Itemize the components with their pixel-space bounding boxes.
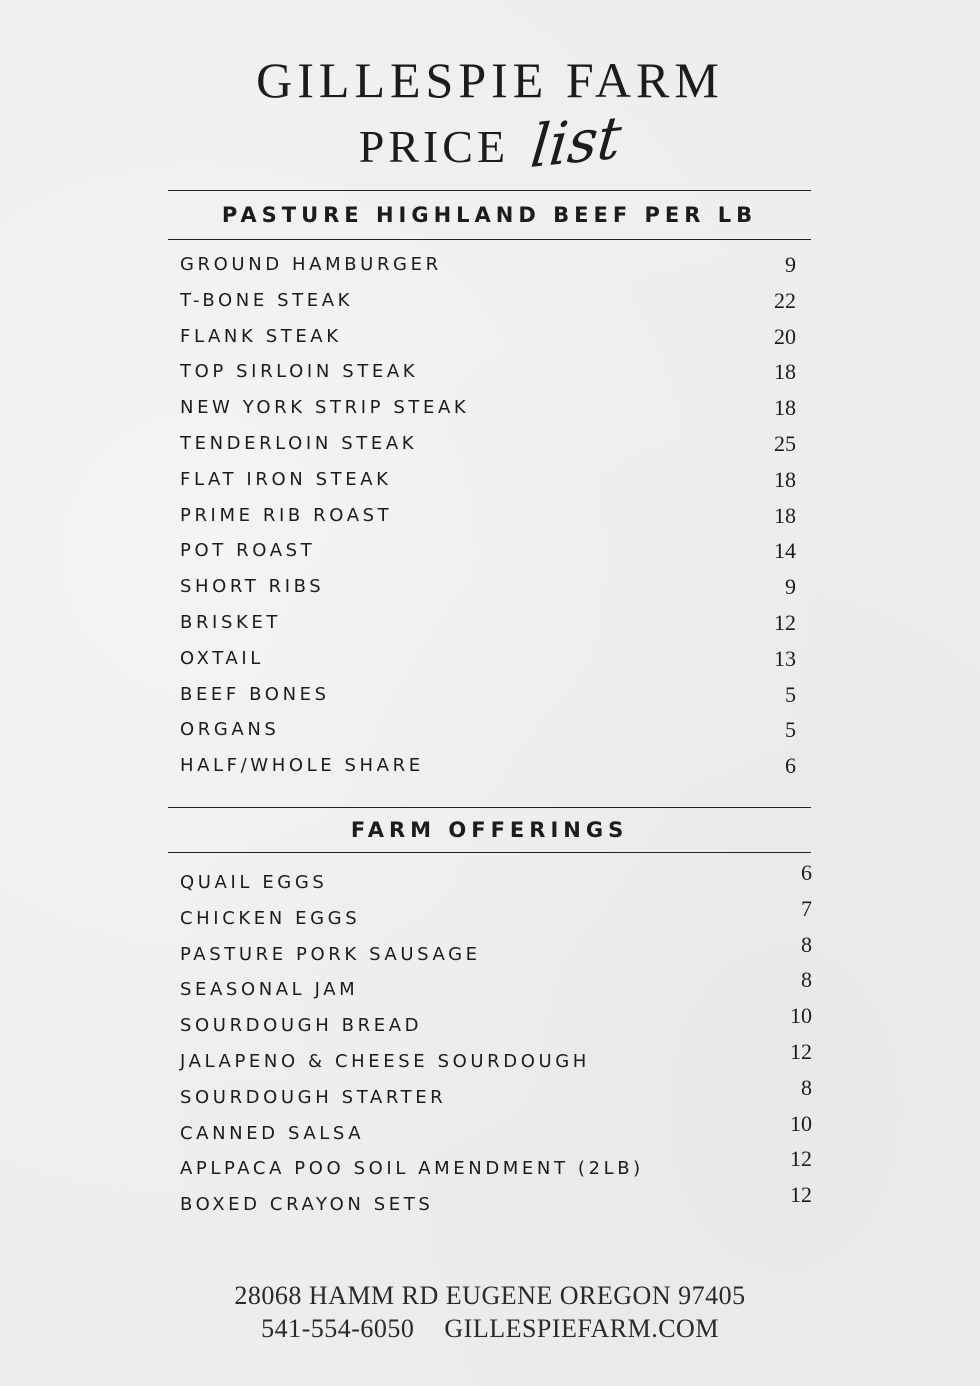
item-price: 9 (785, 252, 796, 277)
price-list-title (0, 102, 980, 182)
list-item (180, 683, 796, 707)
list-item (180, 611, 796, 635)
item-name: BRISKET (180, 612, 281, 633)
list-script-word: list (527, 102, 625, 182)
item-name: CHICKEN EGGS (180, 907, 361, 929)
list-item (180, 325, 796, 349)
item-name: HALF/WHOLE SHARE (180, 755, 424, 777)
item-price: 25 (774, 431, 796, 456)
item-name: SHORT RIBS (180, 576, 325, 598)
item-price: 6 (785, 753, 796, 779)
item-price: 20 (774, 323, 796, 349)
list-item (180, 360, 796, 384)
list-item (180, 1146, 812, 1181)
item-price: 9 (785, 574, 796, 600)
item-name: PRIME RIB ROAST (180, 504, 393, 526)
phone-number: 541-554-6050 (261, 1314, 415, 1343)
item-name: POT ROAST (180, 540, 316, 562)
item-name: OXTAIL (180, 647, 264, 669)
item-name: FLANK STEAK (180, 325, 342, 347)
item-price: 12 (790, 1182, 812, 1208)
divider (168, 190, 811, 191)
list-item (180, 504, 796, 528)
contact-line (0, 1314, 980, 1344)
item-price: 12 (790, 1039, 812, 1064)
item-price: 18 (774, 502, 796, 528)
list-item (180, 396, 796, 420)
item-name: TOP SIRLOIN STEAK (180, 361, 419, 383)
item-name: ORGANS (180, 719, 280, 741)
item-name: BEEF BONES (180, 683, 330, 705)
item-price: 18 (774, 359, 796, 385)
list-item (180, 575, 796, 599)
list-item (180, 432, 796, 456)
item-price: 18 (774, 466, 796, 492)
list-item (180, 967, 812, 1002)
item-price: 8 (801, 967, 812, 993)
item-price: 10 (790, 1110, 812, 1136)
list-item (180, 539, 796, 563)
item-price: 13 (774, 645, 796, 671)
item-name: T-BONE STEAK (180, 289, 354, 311)
divider (168, 239, 811, 240)
item-name: PASTURE PORK SAUSAGE (180, 943, 481, 965)
item-name: SOURDOUGH STARTER (180, 1086, 447, 1108)
list-item (180, 718, 796, 742)
item-name: GROUND HAMBURGER (180, 254, 442, 275)
divider (168, 807, 811, 808)
list-item (180, 647, 796, 671)
item-price: 12 (790, 1146, 812, 1172)
price-word: PRICE (358, 121, 510, 172)
beef-section-title: PASTURE HIGHLAND BEEF PER LB (221, 203, 758, 227)
list-item (180, 468, 796, 492)
item-price: 8 (801, 931, 812, 957)
list-item (180, 1074, 812, 1110)
item-price: 5 (785, 681, 796, 707)
item-price: 8 (801, 1074, 812, 1100)
item-name: NEW YORK STRIP STEAK (180, 397, 470, 419)
item-price: 18 (774, 395, 796, 421)
list-item (180, 1110, 812, 1146)
address-line: 28068 HAMM RD EUGENE OREGON 97405 (234, 1281, 746, 1310)
list-item (180, 1039, 812, 1074)
item-price: 7 (801, 895, 812, 921)
item-price: 14 (774, 538, 796, 564)
item-name: CANNED SALSA (180, 1122, 365, 1144)
item-name: SEASONAL JAM (180, 979, 359, 1001)
list-item (180, 1003, 812, 1038)
item-name: BOXED CRAYON SETS (180, 1194, 434, 1216)
item-price: 5 (785, 717, 796, 743)
item-name: QUAIL EGGS (180, 872, 328, 893)
divider (168, 852, 811, 853)
website: GILLESPIEFARM.COM (444, 1314, 719, 1343)
item-name: FLAT IRON STEAK (180, 468, 392, 490)
farm-section-title: FARM OFFERINGS (350, 818, 629, 842)
list-item (180, 860, 812, 895)
list-item (180, 931, 812, 967)
item-name: SOURDOUGH BREAD (180, 1015, 423, 1037)
farm-name-title: GILLESPIE FARM (256, 52, 724, 108)
list-item (180, 253, 796, 277)
item-price: 22 (774, 287, 796, 313)
item-price: 10 (790, 1003, 812, 1029)
item-name: APLPACA POO SOIL AMENDMENT (2LB) (180, 1158, 644, 1180)
list-item (180, 289, 796, 313)
list-item (180, 895, 812, 931)
item-price: 6 (801, 860, 812, 885)
item-name: TENDERLOIN STEAK (180, 433, 418, 454)
list-item (180, 754, 796, 778)
list-item (180, 1182, 812, 1217)
item-price: 12 (774, 610, 796, 635)
item-name: JALAPENO & CHEESE SOURDOUGH (180, 1051, 590, 1072)
